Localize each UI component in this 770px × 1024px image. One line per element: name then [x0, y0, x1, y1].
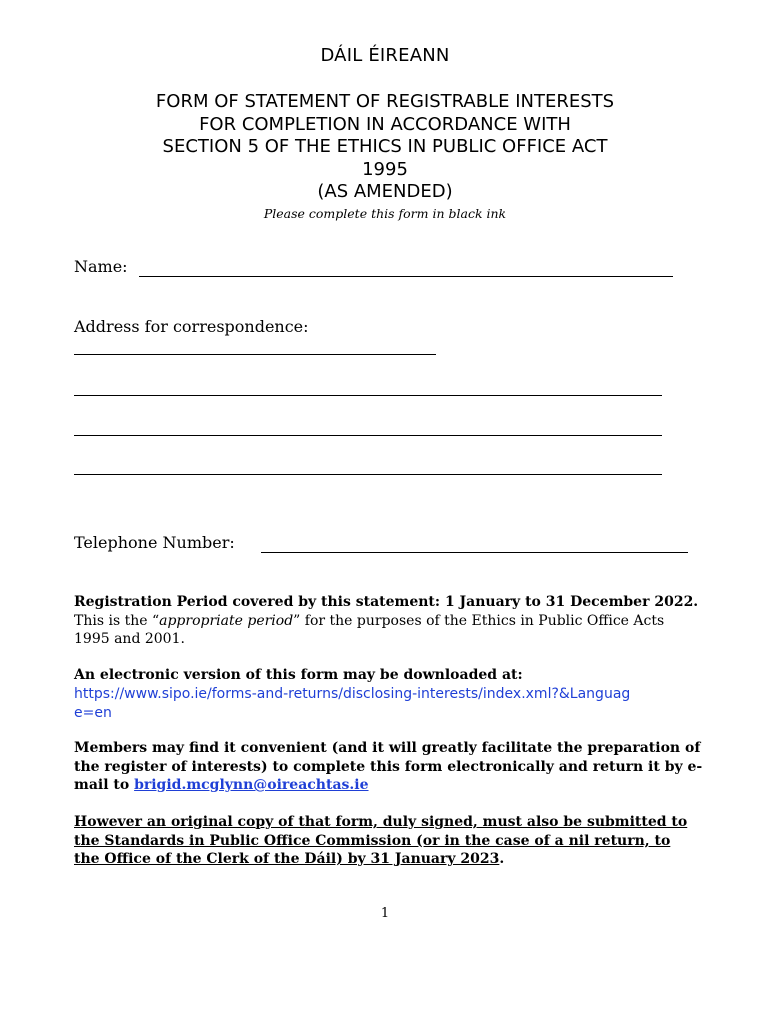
submission-note	[74, 813, 699, 869]
form-title-line-2: FOR COMPLETION IN ACCORDANCE WITH	[199, 113, 571, 135]
address-label: Address for correspondence:	[74, 317, 309, 336]
address-field-line-3[interactable]	[74, 435, 662, 436]
house-title: DÁIL ÉIREANN	[320, 45, 450, 66]
registration-period-bold: Registration Period covered by this statement: 1 January to 31 December 2022.	[74, 594, 699, 610]
address-field-line-1[interactable]	[74, 354, 436, 355]
registration-period-text-b: ” for the purposes of the Ethics in Public Office Acts 1995 and 2001.	[74, 612, 665, 647]
address-field-line-2[interactable]	[74, 395, 662, 396]
telephone-label: Telephone Number:	[74, 533, 235, 552]
email-note-text: Members may find it convenient (and it will greatly facilitate the preparation of the register of interests) to complete this form electronically and return it by e-mail to	[74, 740, 703, 793]
download-label: An electronic version of this form may be downloaded at:	[74, 667, 523, 683]
address-field-line-4[interactable]	[74, 474, 662, 475]
name-row	[74, 257, 128, 276]
form-title-line-4: 1995	[362, 158, 408, 180]
form-title	[0, 91, 770, 204]
form-title-line-1: FORM OF STATEMENT OF REGISTRABLE INTERESTS	[155, 91, 615, 112]
registration-period	[74, 593, 704, 649]
submission-note-text: However an original copy of that form, duly signed, must also be submitted to the Standards in Public Office Commission (or in the case of a nil return, to the Office of the Clerk of the Dáil) by 31 January 2023	[74, 814, 688, 867]
form-title-line-5: (AS AMENDED)	[317, 181, 453, 202]
telephone-field-line[interactable]	[261, 552, 688, 553]
download-link[interactable]: https://www.sipo.ie/forms-and-returns/disclosing-interests/index.xml?&Language=en	[74, 686, 631, 721]
registration-period-text-a: This is the “	[74, 612, 160, 629]
form-title-line-3: SECTION 5 OF THE ETHICS IN PUBLIC OFFICE ACT	[162, 136, 608, 157]
email-link[interactable]: brigid.mcglynn@oireachtas.ie	[134, 777, 369, 793]
name-label: Name:	[74, 257, 128, 276]
submission-note-end: .	[499, 851, 505, 867]
ink-note: Please complete this form in black ink	[263, 206, 507, 221]
download-link-block	[74, 685, 634, 722]
email-note	[74, 739, 704, 795]
page-number: 1	[380, 906, 390, 921]
name-field-line[interactable]	[139, 276, 673, 277]
appropriate-period-term: appropriate period	[159, 612, 294, 629]
